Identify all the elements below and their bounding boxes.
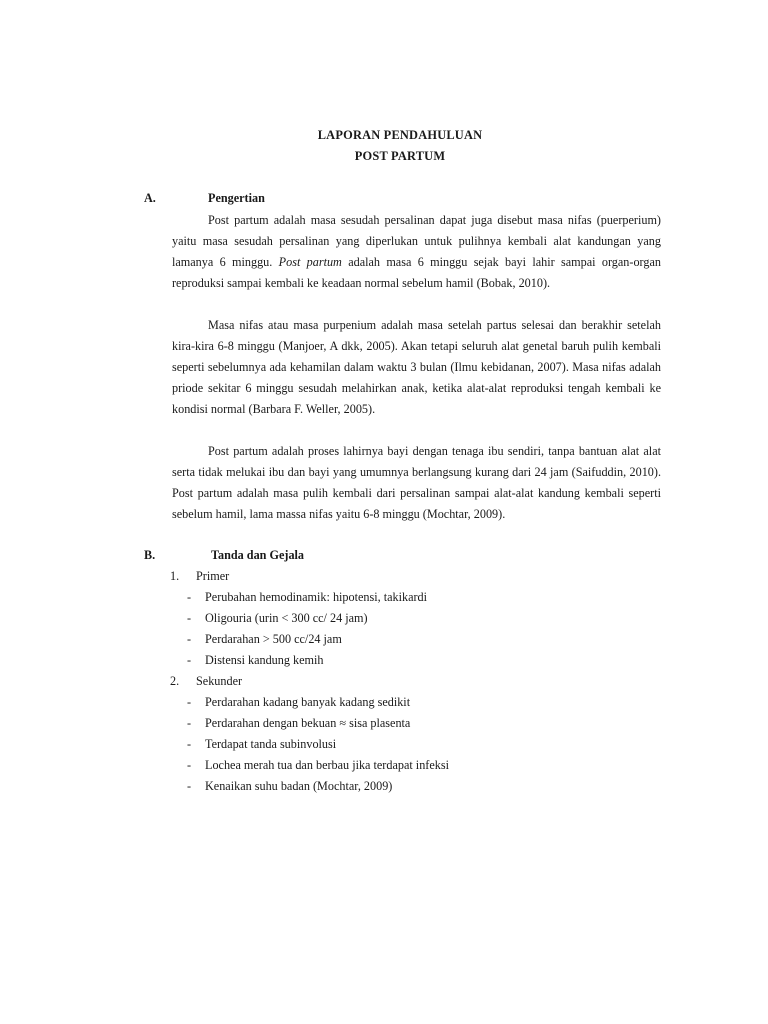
section-b-letter: B.: [144, 548, 156, 562]
section-a-paragraph-3: Post partum adalah proses lahirnya bayi dengan tenaga ibu sendiri, tanpa bantuan alat alat serta tidak melukai ibu dan bayi yang umumnya berlangsung kurang dari 24 jam (Saifuddin, 2010). Post partum adalah masa pulih kembali dari persalinan sampai alat-alat kandung kembali seperti sebelum hamil, lama massa nifas yaitu 6-8 minggu (Mochtar, 2009).: [172, 444, 661, 521]
list-item: Perdarahan kadang banyak kadang sedikit: [205, 695, 411, 709]
list-label-sekunder: Sekunder: [196, 674, 243, 688]
list-dash: -: [187, 695, 192, 709]
list-dash: -: [187, 716, 192, 730]
list-item: Perdarahan > 500 cc/24 jam: [205, 632, 342, 646]
list-dash: -: [187, 590, 192, 604]
document-subtitle: POST PARTUM: [354, 149, 446, 163]
section-a-paragraph-1: [172, 210, 661, 294]
list-dash: -: [187, 653, 192, 667]
list-number-primer: 1.: [170, 569, 180, 583]
list-item: Lochea merah tua dan berbau jika terdapat infeksi: [205, 758, 449, 772]
list-dash: -: [187, 737, 192, 751]
document-title: LAPORAN PENDAHULUAN: [317, 128, 483, 142]
paragraph-1-text-a: Post partum adalah masa sesudah persalinan dapat juga disebut masa nifas (puerperium) yaitu masa sesudah persalinan yang diperlukan untuk pulihnya kembali alat kandungan yang lamanya 6 minggu.: [172, 213, 661, 269]
list-item: Kenaikan suhu badan (Mochtar, 2009): [205, 779, 393, 793]
list-dash: -: [187, 611, 192, 625]
list-dash: -: [187, 779, 192, 793]
list-number-sekunder: 2.: [170, 674, 180, 688]
section-a-heading: Pengertian: [208, 191, 265, 205]
section-a-paragraph-2: Masa nifas atau masa purpenium adalah masa setelah partus selesai dan berakhir setelah kira-kira 6-8 minggu (Manjoer, A dkk, 2005). Akan tetapi seluruh alat genetal baruh pulih kembali seperti sebelumnya ada kehamilan dalam waktu 3 bulan (Ilmu kebidanan, 2007). Masa nifas adalah priode sekitar 6 minggu sesudah melahirkan anak, ketika alat-alat reproduksi tengah kembali ke kondisi normal (Barbara F. Weller, 2005).: [172, 318, 661, 416]
section-b-heading: Tanda dan Gejala: [211, 548, 305, 562]
list-item: Perubahan hemodinamik: hipotensi, takikardi: [205, 590, 428, 604]
paragraph-1-italic-term: Post partum: [278, 255, 342, 269]
list-item: Terdapat tanda subinvolusi: [205, 737, 337, 751]
list-item: Oligouria (urin < 300 cc/ 24 jam): [205, 611, 368, 625]
list-dash: -: [187, 758, 192, 772]
paragraph-1-text-b: adalah masa 6 minggu sejak bayi lahir sampai organ-organ reproduksi sampai kembali ke keadaan normal sebelum hamil (Bobak, 2010).: [172, 255, 661, 290]
section-a-letter: A.: [144, 191, 156, 205]
list-item: Distensi kandung kemih: [205, 653, 324, 667]
list-dash: -: [187, 632, 192, 646]
list-item: Perdarahan dengan bekuan ≈ sisa plasenta: [205, 716, 411, 730]
list-label-primer: Primer: [196, 569, 230, 583]
